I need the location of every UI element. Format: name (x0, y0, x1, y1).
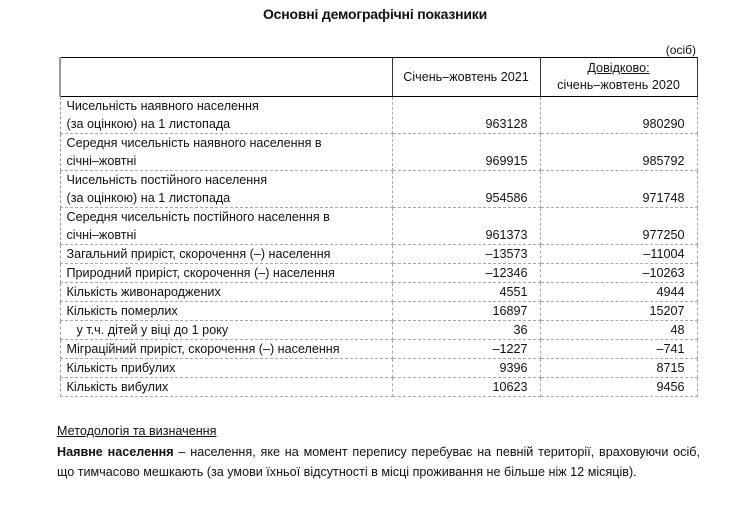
definition-paragraph (57, 442, 700, 482)
value-2021: 963128 (392, 97, 540, 134)
table-row (60, 171, 697, 208)
definition-text: – населення, яке на момент перепису перебуває на певній території, враховуючи осіб, що тимчасово мешкають (за умови їхньої відсутності в місці проживання не більше ніж 12 місяців). (57, 445, 700, 479)
table-row (60, 378, 697, 397)
value-2020: 15207 (540, 302, 697, 321)
value-2020: 8715 (540, 359, 697, 378)
value-2021: 9396 (392, 359, 540, 378)
value-2021: 16897 (392, 302, 540, 321)
table-row (60, 134, 697, 171)
row-label: Середня чисельність наявного населення в січні–жовтні (60, 134, 392, 171)
value-2020: –741 (540, 340, 697, 359)
unit-label: (осіб) (665, 43, 696, 57)
definition-term: Наявне населення (57, 445, 174, 459)
value-2020: 48 (540, 321, 697, 340)
value-2020: 980290 (540, 97, 697, 134)
value-2021: 36 (392, 321, 540, 340)
value-2021: 969915 (392, 134, 540, 171)
table-row (60, 208, 697, 245)
value-2021: 10623 (392, 378, 540, 397)
value-2021: –12346 (392, 264, 540, 283)
row-label: Кількість прибулих (60, 359, 392, 378)
demographics-table (59, 57, 698, 397)
header-2020-reference: Довідково: (587, 61, 650, 75)
header-2020-period: січень–жовтень 2020 (557, 78, 680, 92)
table-row (60, 359, 697, 378)
row-label: Кількість померлих (60, 302, 392, 321)
table-row (60, 302, 697, 321)
row-label: у т.ч. дітей у віці до 1 року (60, 321, 392, 340)
header-2020 (540, 58, 697, 97)
header-2021: Січень–жовтень 2021 (392, 58, 540, 97)
table-row (60, 340, 697, 359)
value-2021: –1227 (392, 340, 540, 359)
row-label: Кількість живонароджених (60, 283, 392, 302)
table-header-row (60, 58, 697, 97)
value-2020: 985792 (540, 134, 697, 171)
value-2021: 954586 (392, 171, 540, 208)
value-2020: 4944 (540, 283, 697, 302)
row-label: Природний приріст, скорочення (–) населення (60, 264, 392, 283)
row-label: Чисельність постійного населення (за оцінкою) на 1 листопада (60, 171, 392, 208)
table-row (60, 245, 697, 264)
row-label: Середня чисельність постійного населення в січні–жовтні (60, 208, 392, 245)
value-2021: 4551 (392, 283, 540, 302)
table-row (60, 321, 697, 340)
value-2020: –11004 (540, 245, 697, 264)
value-2020: 971748 (540, 171, 697, 208)
header-indicator (60, 58, 392, 97)
row-label: Загальний приріст, скорочення (–) населення (60, 245, 392, 264)
page-title: Основні демографічні показники (262, 6, 488, 22)
value-2020: 977250 (540, 208, 697, 245)
value-2021: 961373 (392, 208, 540, 245)
table-row (60, 264, 697, 283)
methodology-heading: Методологія та визначення (57, 424, 217, 438)
table-row (60, 97, 697, 134)
value-2020: –10263 (540, 264, 697, 283)
table-row (60, 283, 697, 302)
row-label: Чисельність наявного населення (за оцінкою) на 1 листопада (60, 97, 392, 134)
row-label: Кількість вибулих (60, 378, 392, 397)
row-label: Міграційний приріст, скорочення (–) населення (60, 340, 392, 359)
value-2021: –13573 (392, 245, 540, 264)
value-2020: 9456 (540, 378, 697, 397)
